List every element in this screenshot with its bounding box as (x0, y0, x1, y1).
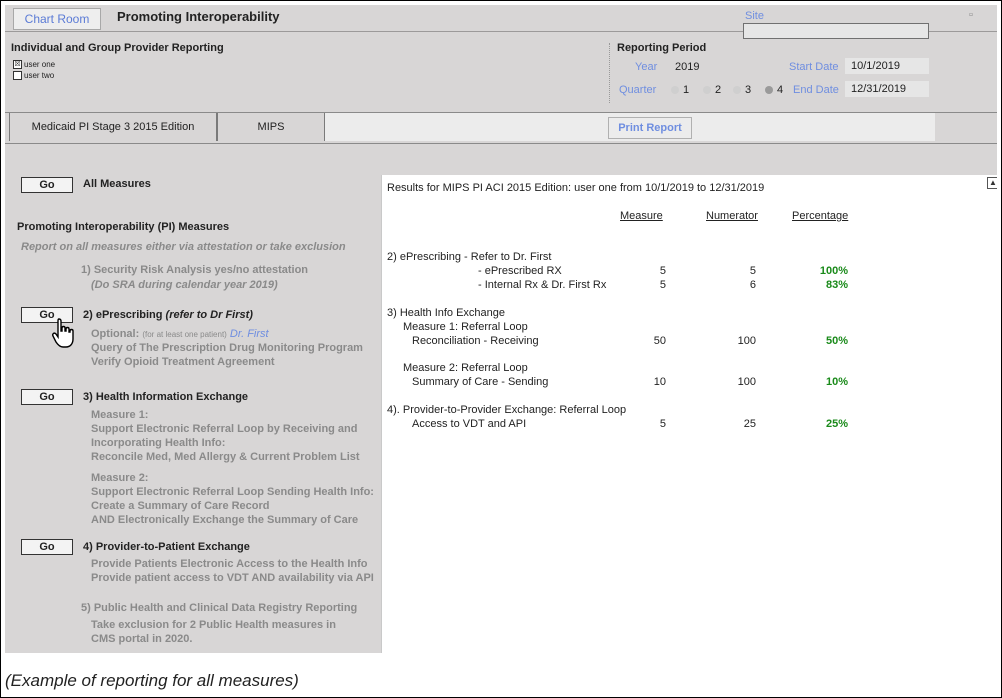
result-numerator-value: 25 (743, 418, 756, 430)
measure-2-sub: (refer to Dr First) (165, 309, 253, 321)
measure-3-line: Create a Summary of Care Record (91, 500, 270, 512)
user-two-checkbox[interactable] (13, 71, 54, 80)
result-measure-value: 5 (659, 265, 666, 277)
go-eprescribing-button[interactable]: Go (21, 307, 73, 323)
measure-3-title: 3) Health Information Exchange (83, 391, 249, 403)
measure-2-title: 2) ePrescribing (refer to Dr First) (83, 309, 253, 321)
measure-4-line: Provide Patients Electronic Access to the Health Info (91, 558, 368, 570)
col-percentage-header: Percentage (792, 210, 849, 222)
measure-2-optional: Optional: (for at least one patient) Dr. First (91, 328, 269, 340)
all-measures-label: All Measures (83, 178, 151, 190)
provider-exchange-heading: 4). Provider-to-Provider Exchange: Referral Loop (387, 404, 627, 416)
measure-1-note: (Do SRA during calendar year 2019) (91, 279, 278, 291)
radio-icon (733, 86, 741, 94)
checkbox-checked-icon: ☒ (14, 61, 21, 69)
measure-4-line: Provide patient access to VDT AND availability via API (91, 572, 374, 584)
measure-4-title: 4) Provider-to-Patient Exchange (83, 541, 250, 553)
result-numerator-value: 100 (737, 376, 756, 388)
result-row-label: - Internal Rx & Dr. First Rx (478, 279, 607, 291)
pi-heading: Promoting Interoperability (PI) Measures (17, 221, 230, 233)
measure-5-title: 5) Public Health and Clinical Data Registry Reporting (81, 602, 358, 614)
quarter-1-radio[interactable]: 1 (671, 84, 689, 96)
reporting-period-title: Reporting Period (617, 42, 707, 54)
measure-5-line: CMS portal in 2020. (91, 633, 193, 645)
result-numerator-value: 6 (749, 279, 756, 291)
user-one-checkbox[interactable] (13, 60, 55, 69)
tab-mips[interactable]: MIPS (217, 113, 325, 141)
go-provider-to-patient-button[interactable]: Go (21, 539, 73, 555)
col-numerator-header: Numerator (706, 210, 758, 222)
result-numerator-value: 5 (749, 265, 756, 277)
results-title: Results for MIPS PI ACI 2015 Edition: user one from 10/1/2019 to 12/31/2019 (387, 182, 765, 194)
result-row-label: Summary of Care - Sending (412, 376, 549, 388)
chart-room-button[interactable]: Chart Room (13, 8, 101, 30)
tab-medicaid[interactable]: Medicaid PI Stage 3 2015 Edition (9, 113, 217, 141)
window-handle-icon: ▫ (969, 9, 973, 21)
result-percentage-value: 83% (825, 279, 848, 291)
measure-5-line: Take exclusion for 2 Public Health measures in (91, 619, 336, 631)
scroll-up-arrow-icon[interactable]: ▲ (987, 177, 997, 189)
radio-icon (671, 86, 679, 94)
result-percentage-value: 10% (825, 376, 848, 388)
go-health-info-exchange-button[interactable]: Go (21, 389, 73, 405)
end-date-field[interactable]: 12/31/2019 (845, 81, 929, 97)
site-field[interactable] (743, 23, 929, 39)
result-row-label: Reconciliation - Receiving (412, 335, 539, 347)
checkbox-unchecked-icon (13, 71, 22, 80)
quarter-3-radio[interactable]: 3 (733, 84, 751, 96)
go-all-measures-button[interactable]: Go (21, 177, 73, 193)
measure-3-line: Reconcile Med, Med Allergy & Current Problem List (91, 451, 360, 463)
result-measure-value: 5 (659, 418, 666, 430)
col-measure-header: Measure (620, 210, 663, 222)
dr-first-link[interactable]: Dr. First (229, 328, 269, 340)
measure-3-line: Incorporating Health Info: (91, 437, 226, 449)
start-date-field[interactable]: 10/1/2019 (845, 58, 929, 74)
result-measure-value: 50 (653, 335, 666, 347)
measure-subheading: Measure 2: Referral Loop (403, 362, 528, 374)
quarter-4-radio[interactable]: 4 (765, 84, 783, 96)
app-window (5, 5, 997, 653)
result-row-label: - ePrescribed RX (478, 265, 562, 277)
measure-subheading: Measure 1: Referral Loop (403, 321, 528, 333)
measure-3-line: Measure 1: (91, 409, 149, 421)
page-title: Promoting Interoperability (117, 9, 280, 24)
result-measure-value: 10 (653, 376, 666, 388)
result-row-label: Access to VDT and API (412, 418, 527, 430)
eprescribing-heading: 2) ePrescribing - Refer to Dr. First (387, 251, 552, 263)
result-percentage-value: 100% (819, 265, 848, 277)
hand-cursor-icon (51, 317, 77, 354)
end-date-label: End Date (793, 84, 839, 96)
measure-2-line: Query of The Prescription Drug Monitoring Program (91, 342, 363, 354)
site-label: Site (745, 10, 764, 22)
user-label: user two (24, 71, 55, 80)
measure-3-line: Support Electronic Referral Loop by Receiving and (91, 423, 358, 435)
measure-3-line: AND Electronically Exchange the Summary of Care (91, 514, 359, 526)
pi-note: Report on all measures either via attestation or take exclusion (21, 241, 346, 253)
measure-2-line: Verify Opioid Treatment Agreement (91, 356, 275, 368)
start-date-label: Start Date (789, 61, 839, 73)
result-percentage-value: 25% (825, 418, 848, 430)
quarter-2-radio[interactable]: 2 (703, 84, 721, 96)
measure-3-line: Measure 2: (91, 472, 149, 484)
figure-caption: (Example of reporting for all measures) (5, 671, 299, 690)
results-panel (381, 175, 997, 653)
result-numerator-value: 100 (737, 335, 756, 347)
provider-section-title: Individual and Group Provider Reporting (11, 42, 224, 54)
quarter-label: Quarter (619, 84, 657, 96)
year-label: Year (635, 61, 658, 73)
health-info-heading: 3) Health Info Exchange (387, 307, 506, 319)
radio-icon (703, 86, 711, 94)
radio-selected-icon (765, 86, 773, 94)
measure-3-line: Support Electronic Referral Loop Sending Health Info: (91, 486, 374, 498)
year-value[interactable]: 2019 (675, 61, 700, 73)
print-report-button[interactable]: Print Report (608, 117, 692, 139)
divider (609, 43, 610, 103)
result-percentage-value: 50% (825, 335, 848, 347)
measure-1-title: 1) Security Risk Analysis yes/no attestation (81, 264, 309, 276)
result-measure-value: 5 (659, 279, 666, 291)
user-label: user one (24, 60, 56, 69)
